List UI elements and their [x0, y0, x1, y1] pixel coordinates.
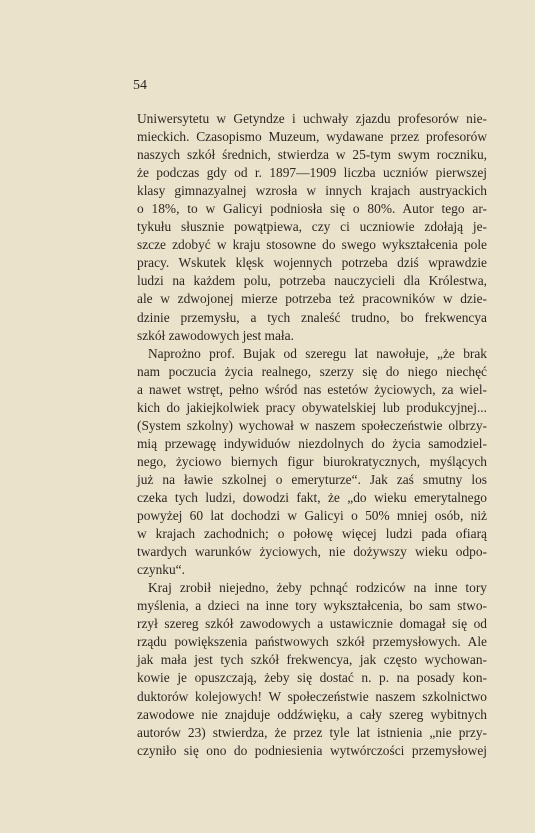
text-line: czynku“. [137, 562, 185, 578]
text-line: Uniwersytetu w Getyndze i uchwały zjazdu profesorów nie- [137, 111, 487, 126]
text-line: powyżej 60 lat dochodzi w Galicyi o 50% mniej osób, niż [137, 508, 487, 524]
text-line: klasy gimnazyalnej wzrosła w innych krajach austryackich [137, 183, 487, 199]
text-line: szcze zdobyć w kraju stosowne do swego wykształcenia pole [137, 237, 487, 253]
text-line: jak mała jest tych szkół frekwencya, jak często wychowan- [137, 652, 487, 668]
page-number: 54 [133, 78, 147, 93]
body-text [132, 110, 487, 760]
text-line: dzinie przemysłu, a tych znaleść trudno, bo frekwencya [137, 309, 487, 325]
text-line: nam poczucia życia realnego, szerzy się do niego niechęć [137, 363, 487, 379]
text-line: naszych szkół średnich, stwierdza w 25-tym swym roczniku, [137, 147, 487, 163]
text-line: nego, życiowo biernych figur biurokratycznych, myślących [137, 453, 487, 469]
text-line: czeka tych ludzi, dowodzi fakt, że „do wieku emerytalnego [137, 489, 487, 505]
text-line: autorów 23) stwierdza, że przez tyle lat istnienia „nie przy- [137, 724, 487, 740]
text-line: rzył szereg szkół zawodowych a ustawicznie domagał się od [137, 616, 487, 632]
text-line: myślenia, a dzieci na inne tory wykształcenia, bo sam stwo- [137, 598, 487, 614]
text-line: tykułu słusznie powątpiewa, czy ci uczniowie zdołają je- [137, 219, 487, 235]
text-line: twardych warunków życiowych, nie dożywszy wieku odpo- [137, 544, 487, 560]
text-line: ale w zdwojonej mierze potrzeba też pracowników w dzie- [137, 291, 487, 307]
text-line: czyniło się ono do podniesienia wytwórczości przemysłowej [137, 742, 487, 758]
text-line: a nawet wstręt, pełno wśród nas estetów życiowych, za wiel- [137, 381, 487, 397]
text-line: zawodowe nie znajduje oddźwięku, a cały szereg wybitnych [137, 706, 487, 722]
text-line: już na ławie szkolnej o emeryturze“. Jak zaś smutny los [137, 471, 487, 487]
text-line: że podczas gdy od r. 1897—1909 liczba uczniów pierwszej [137, 165, 487, 181]
text-line: Naprożno prof. Bujak od szeregu lat nawołuje, „że brak [148, 345, 487, 361]
text-line: kowie je opuszczają, żeby się dostać n. p. na posady kon- [137, 670, 487, 686]
text-line: mią przewagę indywiduów niezdolnych do życia samodziel- [137, 435, 487, 451]
text-line: pracy. Wskutek klęsk wojennych potrzeba dziś wprawdzie [137, 255, 487, 271]
text-line: duktorów kolejowych! W społeczeństwie naszem szkolnictwo [137, 688, 487, 704]
text-line: rządu powiększenia państwowych szkół przemysłowych. Ale [137, 634, 487, 650]
text-line: mieckich. Czasopismo Muzeum, wydawane przez profesorów [137, 129, 487, 145]
text-line: w krajach zachodnich; o połowę więcej ludzi pada ofiarą [137, 526, 487, 542]
text-line: o 18%, to w Galicyi podniosła się o 80%. Autor tego ar- [137, 201, 487, 217]
text-line: szkół zawodowych jest mała. [137, 327, 294, 343]
text-line: Kraj zrobił niejedno, żeby pchnąć rodziców na inne tory [148, 580, 487, 596]
text-line: ludzi na każdem polu, potrzeba nauczycieli dla Królestwa, [137, 273, 487, 289]
text-line: kich do jakiejkolwiek pracy obywatelskiej lub produkcyjnej... [137, 399, 487, 415]
text-line: (System szkolny) wychował w naszem społeczeństwie olbrzy- [137, 417, 487, 433]
